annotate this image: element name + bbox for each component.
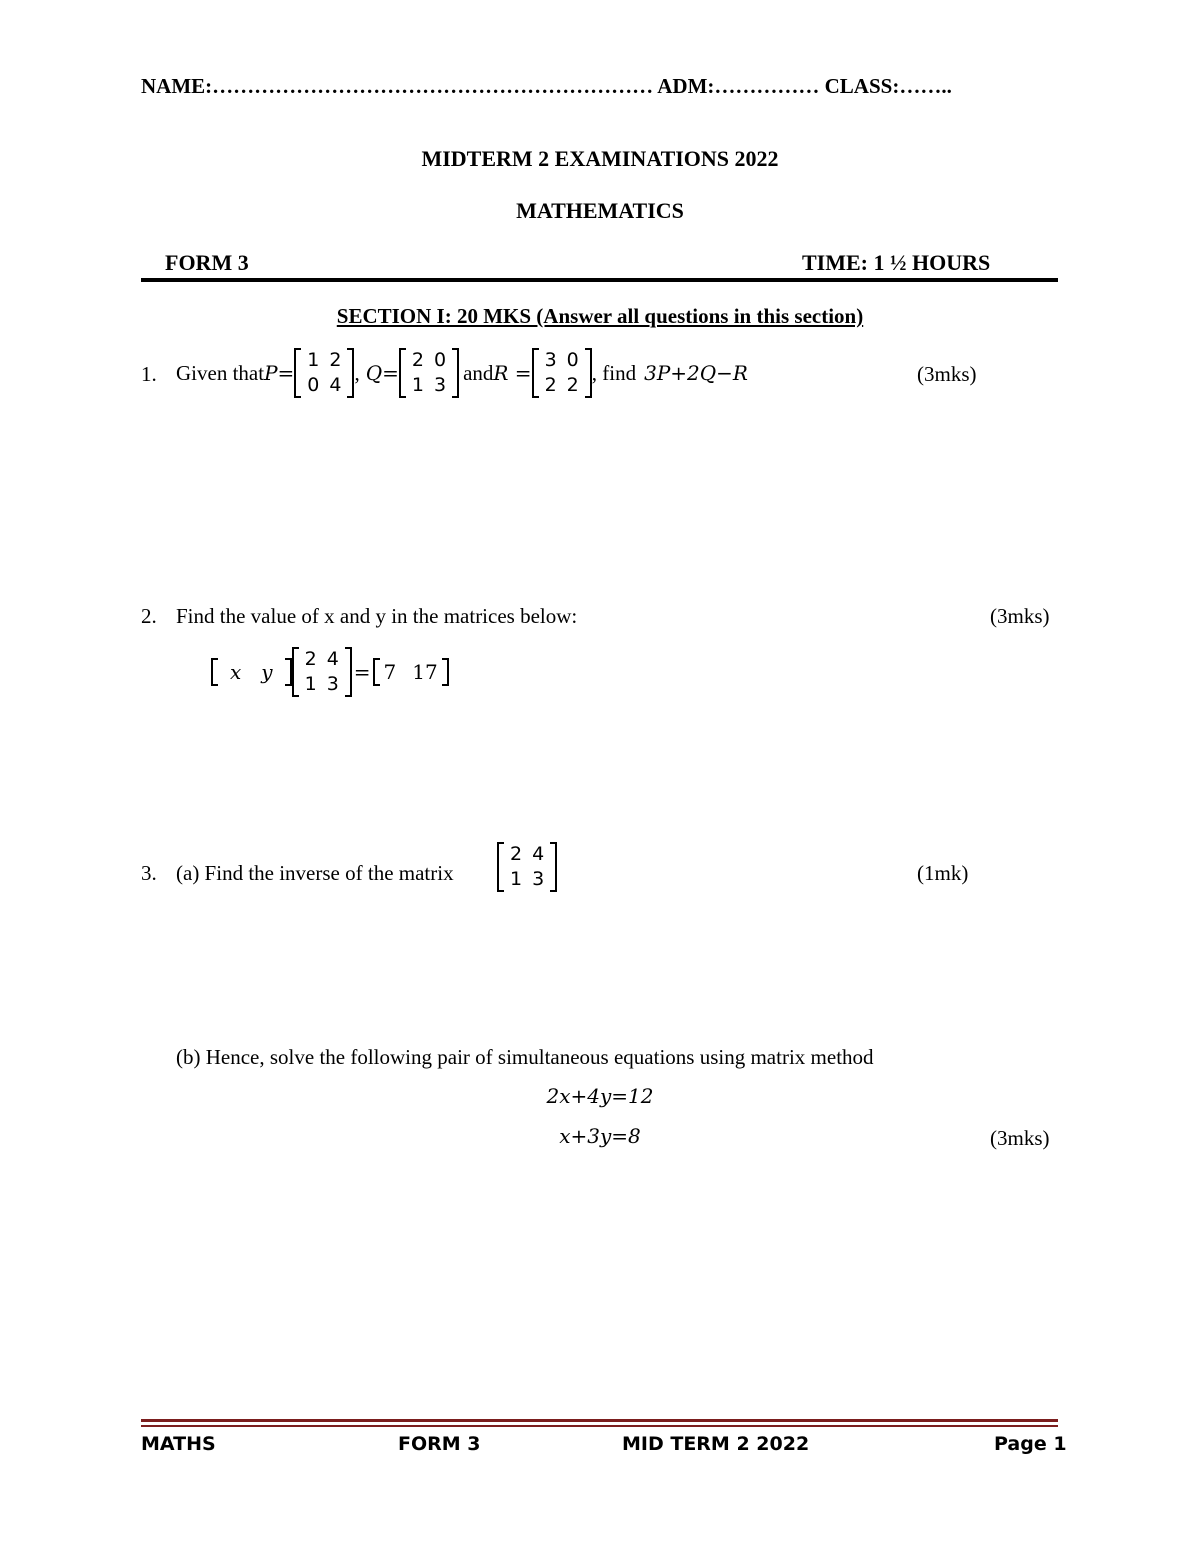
student-fields-line: NAME:……………………………………………………… ADM:…………… CLASS:…….. bbox=[141, 74, 952, 98]
matrix-cell: 3 bbox=[544, 349, 557, 371]
equation-1: 2x+4y=12 bbox=[546, 1084, 654, 1108]
question-3-number: 3. bbox=[141, 861, 157, 885]
row-vector-xy bbox=[211, 660, 292, 684]
comma: , bbox=[354, 360, 360, 385]
question-3b-text: (b) Hence, solve the following pair of simultaneous equations using matrix method bbox=[176, 1045, 874, 1069]
matrix-cell: 4 bbox=[326, 648, 339, 670]
time-label: TIME: 1 ½ HOURS bbox=[802, 250, 991, 275]
question-3b-marks: (3mks) bbox=[990, 1126, 1050, 1150]
matrix-cell: 1 bbox=[307, 349, 320, 371]
matrix-cell: 3 bbox=[433, 374, 447, 396]
equals-sign: = bbox=[353, 660, 371, 684]
question-1-marks: (3mks) bbox=[917, 362, 977, 386]
matrix-cell: 1 bbox=[510, 868, 523, 890]
matrix-cell: 2 bbox=[411, 349, 424, 371]
find-text: , find bbox=[591, 360, 637, 385]
question-3-matrix-wrap bbox=[497, 842, 557, 892]
footer-exam: MID TERM 2 2022 bbox=[622, 1433, 810, 1455]
matrix-cell: 3 bbox=[326, 673, 339, 695]
matrix-cell: 3 bbox=[532, 868, 545, 890]
exam-title: MIDTERM 2 EXAMINATIONS 2022 bbox=[421, 146, 779, 171]
var-x: x bbox=[230, 660, 242, 684]
result-vector bbox=[373, 660, 449, 684]
matrix-cell: 0 bbox=[307, 374, 320, 396]
subject-title: MATHEMATICS bbox=[516, 198, 684, 223]
question-2-number: 2. bbox=[141, 604, 157, 628]
equation-2: x+3y=8 bbox=[559, 1124, 641, 1148]
section-heading: SECTION I: 20 MKS (Answer all questions in this section) bbox=[336, 304, 864, 328]
question-1 bbox=[176, 342, 748, 404]
matrix-q-label: Q= bbox=[365, 361, 399, 385]
matrix-p-label: P= bbox=[264, 361, 295, 385]
matrix-cell: 0 bbox=[566, 349, 579, 371]
question-2-marks: (3mks) bbox=[990, 604, 1050, 628]
matrix-q2 bbox=[292, 647, 352, 697]
matrix-cell: 2 bbox=[304, 648, 317, 670]
form-label: FORM 3 bbox=[165, 250, 249, 275]
question-1-number: 1. bbox=[141, 362, 157, 386]
result-cell: 7 bbox=[383, 660, 397, 684]
matrix-r-label: R = bbox=[493, 361, 532, 385]
question-1-given-text: Given that bbox=[176, 360, 265, 385]
matrix-q3 bbox=[497, 842, 557, 892]
matrix-cell: 2 bbox=[566, 374, 579, 396]
footer-form: FORM 3 bbox=[398, 1433, 481, 1455]
result-cell: 17 bbox=[412, 660, 438, 684]
footer-page-number: Page 1 bbox=[994, 1433, 1067, 1455]
and-text: and bbox=[463, 360, 494, 385]
question-2-text: Find the value of x and y in the matrices below: bbox=[176, 604, 578, 628]
footer-rule-bottom bbox=[141, 1425, 1058, 1427]
matrix-r bbox=[532, 348, 592, 398]
expression: 3P+2Q−R bbox=[644, 361, 748, 385]
var-y: y bbox=[261, 660, 273, 684]
matrix-cell: 1 bbox=[304, 673, 317, 695]
matrix-cell: 2 bbox=[510, 843, 523, 865]
footer-rule-top bbox=[141, 1419, 1058, 1422]
matrix-cell: 4 bbox=[532, 843, 545, 865]
matrix-p bbox=[294, 348, 354, 398]
question-3a-marks: (1mk) bbox=[917, 861, 969, 885]
matrix-cell: 4 bbox=[329, 374, 342, 396]
matrix-cell: 0 bbox=[433, 349, 447, 371]
question-3a-text: (a) Find the inverse of the matrix bbox=[176, 861, 454, 885]
question-2-equation bbox=[211, 644, 449, 700]
matrix-cell: 2 bbox=[329, 349, 342, 371]
matrix-cell: 1 bbox=[411, 374, 424, 396]
header-divider bbox=[141, 278, 1058, 282]
matrix-q bbox=[399, 348, 459, 398]
matrix-cell: 2 bbox=[544, 374, 557, 396]
footer-subject: MATHS bbox=[141, 1433, 216, 1455]
